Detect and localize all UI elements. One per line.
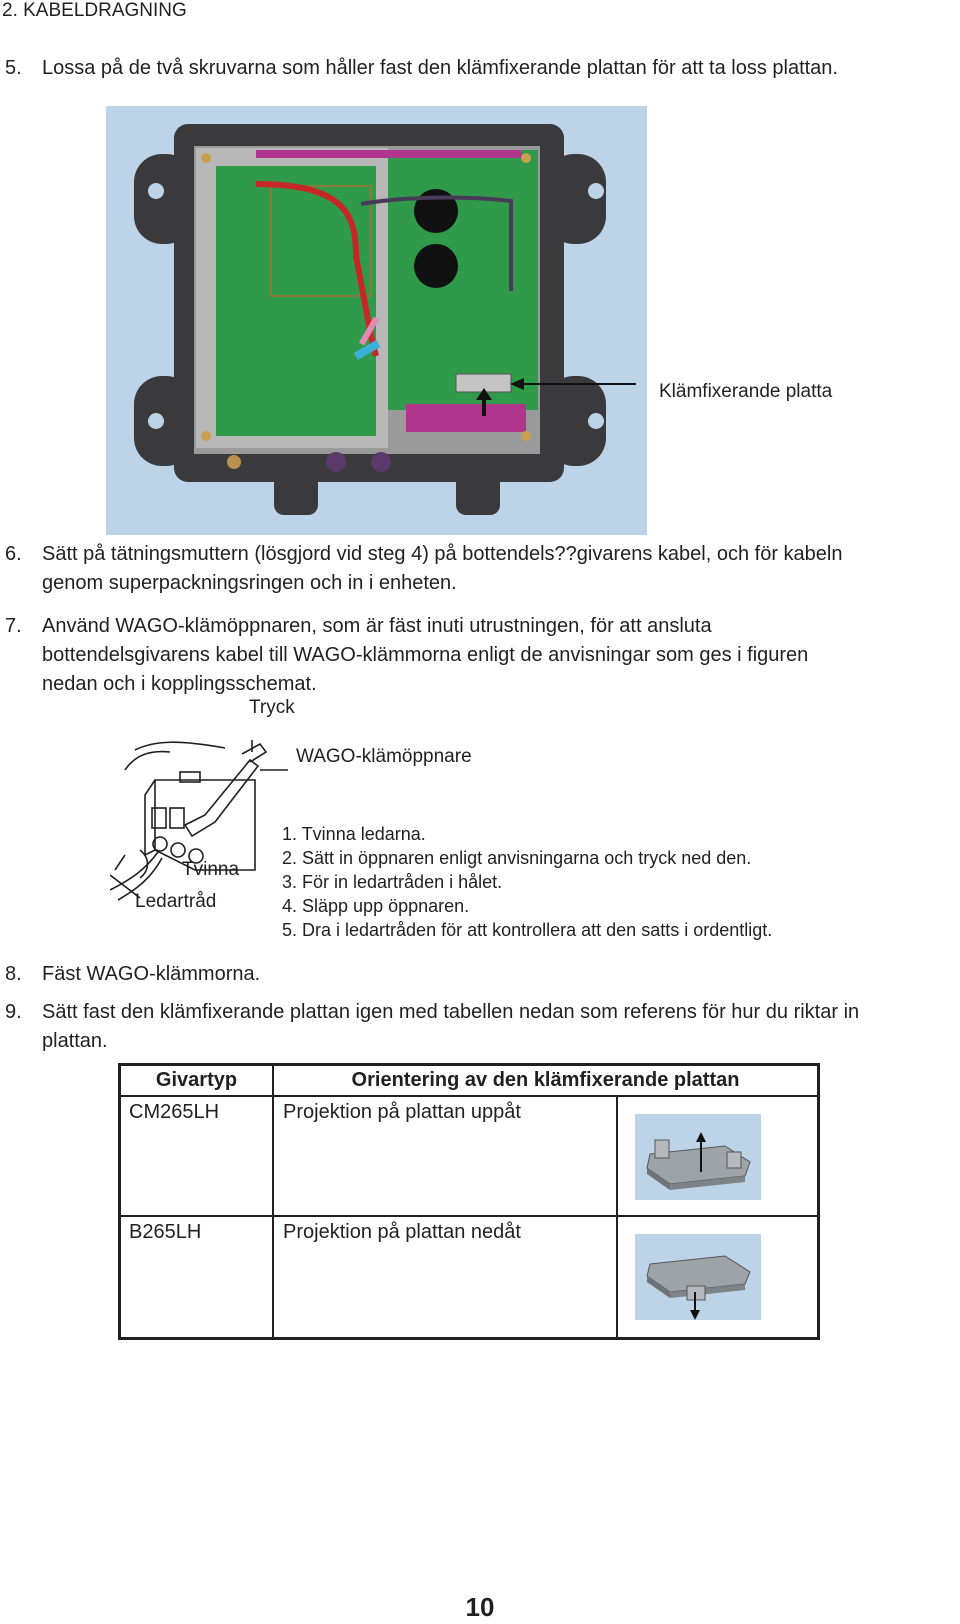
orientation-table [118,1063,820,1340]
row-2-orientation: Projektion på plattan nedåt [283,1221,521,1243]
instruction-3: 3. För in ledartråden i hålet. [282,872,503,892]
step-6-number: 6. [5,543,22,565]
enclosure-figure [106,106,647,535]
plate-down-icon [635,1234,761,1320]
step-5-number: 5. [5,57,22,79]
section-header: 2. KABELDRAGNING [2,0,187,21]
row-1-orientation: Projektion på plattan uppåt [283,1101,521,1123]
header-sensor-type: Givartyp [155,1069,238,1091]
step-9-number: 9. [5,1001,22,1023]
step-5-text: Lossa på de två skruvarna som håller fast den klämfixerande plattan för att ta loss plattan. [42,57,838,79]
row-1-type: CM265LH [129,1101,220,1123]
plate-up-icon [635,1114,761,1200]
twist-label: Tvinna [182,859,240,880]
wire-label: Ledartråd [135,891,217,912]
step-6-text-line1: Sätt på tätningsmuttern (lösgjord vid steg 4) på bottendels??givarens kabel, och för kabeln [42,543,843,565]
step-8-text: Fäst WAGO-klämmorna. [42,963,261,985]
step-9-text-line2: plattan. [42,1030,108,1052]
opener-label: WAGO-klämöppnare [296,746,472,767]
plate-up-thumbnail [635,1114,761,1200]
instruction-4: 4. Släpp upp öppnaren. [282,896,470,916]
step-7-text-line3: nedan och i kopplingsschemat. [42,673,317,695]
step-7-text-line2: bottendelsgivarens kabel till WAGO-klämmorna enligt de anvisningar som ges i figuren [42,644,809,666]
instruction-1: 1. Tvinna ledarna. [282,824,426,844]
push-label: Tryck [249,697,295,718]
step-8-number: 8. [5,963,22,985]
plate-down-thumbnail [635,1234,761,1320]
instruction-2: 2. Sätt in öppnaren enligt anvisningarna och tryck ned den. [282,848,752,868]
page-number: 10 [465,1592,495,1622]
header-orientation: Orientering av den klämfixerande plattan [351,1069,740,1091]
instruction-list [282,822,772,942]
step-7-number: 7. [5,615,22,637]
instruction-5: 5. Dra i ledartråden för att kontrollera att den satts i ordentligt. [282,920,773,940]
enclosure-illustration [106,106,647,535]
step-9-text-line1: Sätt fast den klämfixerande plattan igen med tabellen nedan som referens för hur du riktar in [42,1001,860,1023]
step-7-text-line1: Använd WAGO-klämöppnaren, som är fäst inuti utrustningen, för att ansluta [42,615,712,637]
step-6-text-line2: genom superpackningsringen och in i enheten. [42,572,457,594]
clamp-plate-callout: Klämfixerande platta [659,381,833,402]
row-2-type: B265LH [129,1221,202,1243]
